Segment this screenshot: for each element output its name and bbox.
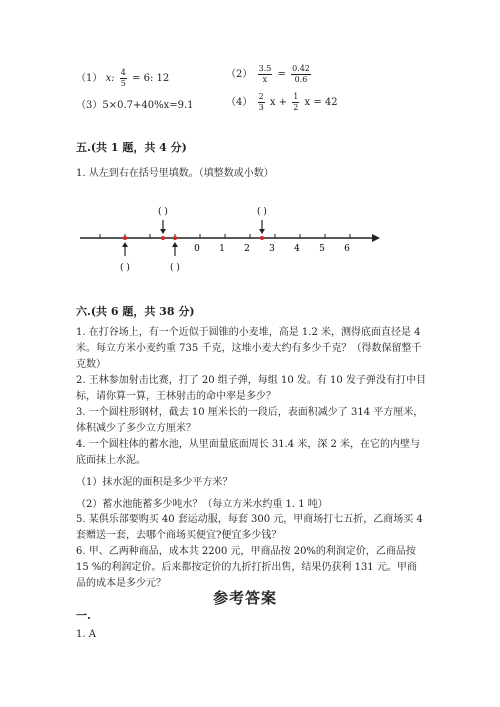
section-5-heading: 五.(共 1 题，共 4 分) (76, 141, 187, 154)
tick-label: 4 (294, 244, 300, 254)
equation-rest: = 6: 12 (132, 73, 170, 84)
number-line (76, 200, 396, 290)
section-6-question-4-part-2: （2）蓄水池能蓄多少吨水？（每立方米水约重 1. 1 吨） (76, 499, 328, 510)
tick-label: 1 (219, 244, 225, 254)
answer-bracket-bottom: ( ) (170, 263, 180, 273)
section-6-question-3: 3. 一个圆柱形钢材，截去 10 厘米长的一段后，表面积减少了 314 平方厘米，体积减少了多少立方厘米？ (76, 407, 424, 434)
section-5-question-1: 1. 从左到右在括号里填数。（填整数或小数） (76, 168, 274, 179)
answers-title: 参考答案 (213, 589, 278, 607)
axis-arrow (372, 234, 380, 242)
tick-label: 6 (344, 244, 350, 254)
pointer-arrow-head (160, 229, 166, 234)
numerator: 4 (120, 68, 126, 77)
fraction (120, 68, 127, 89)
section-6-question-4: 4. 一个圆柱体的蓄水池，从里面量底面周长 31.4 米，深 2 米，在它的内壁与底面抹上水泥。 (76, 439, 421, 466)
answers-section-heading: 一. (76, 609, 91, 622)
equation-label: （1） (76, 73, 103, 84)
numerator: 2 (258, 92, 264, 101)
equation-middle: x + (269, 97, 288, 108)
answer-bracket-top: ( ) (158, 207, 168, 217)
section-6-question-5: 5. 某俱乐部要购买 40 套运动服，每套 300 元，甲商场打七五折，乙商场买 4 套赠送一套，去哪个商场买便宜?便宜多少钱？ (76, 514, 423, 541)
section-6-heading: 六.(共 6 题，共 38 分) (76, 305, 195, 318)
equation-4 (226, 92, 338, 113)
marked-point (260, 236, 264, 240)
equation-2 (226, 64, 313, 85)
pointer-arrow-head (259, 229, 265, 234)
numerator: 3.5 (258, 64, 272, 73)
section-6-question-1: 1. 在打谷场上，有一个近似于圆锥的小麦堆，高是 1.2 米，测得底面直径是 4 米。每立方米小麦约重 735 千克，这堆小麦大约有多少千克？（得数保留整千克数） (76, 327, 422, 370)
fraction (258, 92, 265, 113)
fraction (291, 64, 311, 85)
section-6-question-4-part-1: （1）抹水泥的面积是多少平方米？ (76, 477, 233, 488)
equals-sign: = (277, 69, 286, 80)
equation-1 (76, 68, 169, 89)
pointer-arrow-head (172, 242, 178, 247)
pointer-arrow-head (122, 242, 128, 247)
equation-variable: x: (105, 73, 115, 84)
answer-1: 1. A (76, 629, 96, 640)
denominator: 5 (120, 79, 126, 88)
equation-rest: x = 42 (304, 97, 338, 108)
equation-label: （4） (226, 97, 253, 108)
tick-label: 5 (319, 244, 325, 254)
tick-label: 2 (244, 244, 250, 254)
fraction (258, 64, 273, 85)
section-6-question-2: 2. 王林参加射击比赛，打了 20 组子弹，每组 10 发。有 10 发子弹没有打中目标，请你算一算，王林射击的命中率是多少？ (76, 375, 426, 402)
denominator: x (262, 75, 268, 84)
marked-point (161, 236, 165, 240)
denominator: 3 (258, 103, 264, 112)
marked-point (173, 236, 177, 240)
fraction (292, 92, 299, 113)
numerator: 0.42 (292, 64, 310, 73)
numerator: 1 (293, 92, 299, 101)
answer-bracket-top: ( ) (257, 207, 267, 217)
equation-3: （3）5×0.7+40%x=9.1 (76, 100, 194, 111)
denominator: 0.6 (294, 75, 308, 84)
denominator: 2 (293, 103, 299, 112)
tick-label: 3 (269, 244, 275, 254)
tick-label: 0 (194, 244, 200, 254)
answer-bracket-bottom: ( ) (120, 263, 130, 273)
section-6-question-6: 6. 甲、乙两种商品，成本共 2200 元，甲商品按 20%的利润定价，乙商品按 15 %的利润定价。后来都按定价的九折打折出售，结果仍获利 131 元。甲商品的成本是多少元？ (76, 546, 417, 589)
equation-label: （2） (226, 69, 253, 80)
marked-point (123, 236, 127, 240)
